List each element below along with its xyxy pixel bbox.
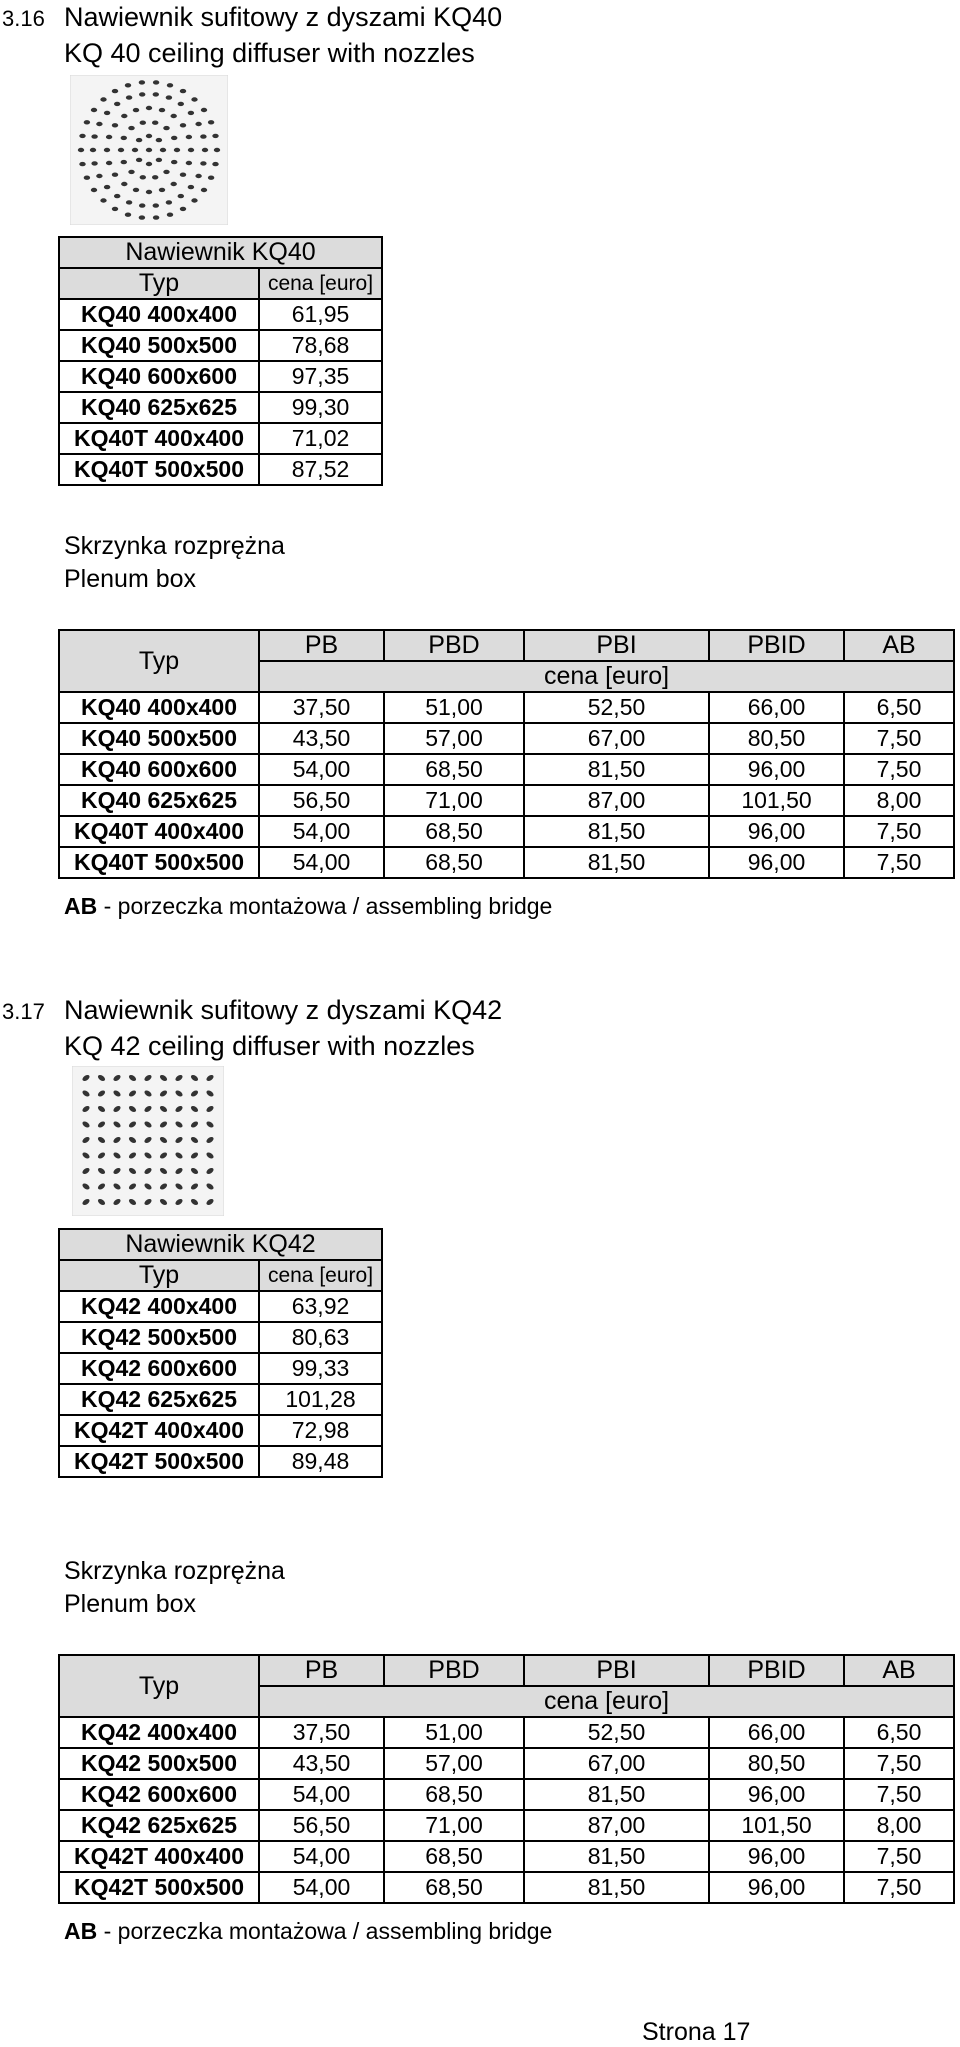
nozzle-hole [139,92,145,96]
nozzle-hole [163,126,169,130]
plenum-price-label: cena [euro] [259,1686,954,1717]
nozzle-hole [171,182,177,186]
value-cell: 81,50 [524,1872,709,1903]
table-row [59,785,954,816]
nozzle-hole [146,148,152,152]
nozzle-hole [79,134,85,138]
type-cell: KQ42 400x400 [59,1291,259,1322]
value-cell: 7,50 [844,1779,954,1810]
type-cell: KQ42 500x500 [59,1322,259,1353]
nozzle-hole [100,198,106,202]
type-cell: KQ40T 400x400 [59,816,259,847]
value-cell: 54,00 [259,1779,384,1810]
nozzle-hole [104,185,110,189]
plenum-col-pbd: PBD [384,630,524,661]
note [64,1918,552,1945]
price-cell: 63,92 [259,1291,382,1322]
plenum-col-type: Typ [59,630,259,692]
nozzle-hole [121,182,127,186]
nozzle-hole [106,161,112,165]
table-row [59,1779,954,1810]
table-row [59,1446,382,1477]
nozzle-hole [186,135,192,139]
nozzle-hole [84,176,90,180]
nozzle-hole [178,194,184,198]
value-cell: 7,50 [844,816,954,847]
nozzle-hole [201,188,207,192]
value-cell: 96,00 [709,754,844,785]
type-cell: KQ40 625x625 [59,392,259,423]
table-row [59,754,954,785]
plenum-heading-en: Plenum box [64,565,197,593]
table-row [59,1872,954,1903]
section-title-en: KQ 42 ceiling diffuser with nozzles [64,1031,475,1061]
nozzle-hole [167,83,173,87]
table-row [59,723,954,754]
table-row [59,1415,382,1446]
value-cell: 8,00 [844,1810,954,1841]
nozzle-hole [153,92,159,96]
table-row [59,1291,382,1322]
value-cell: 68,50 [384,816,524,847]
value-cell: 7,50 [844,754,954,785]
table-row [59,454,382,485]
nozzle-hole [133,108,139,112]
type-cell: KQ40 600x600 [59,754,259,785]
value-cell: 43,50 [259,723,384,754]
section-title-pl: Nawiewnik sufitowy z dyszami KQ42 [64,995,503,1025]
nozzle-hole [208,120,214,124]
nozzle-hole [136,158,142,162]
nozzle-hole [114,194,120,198]
nozzle-hole [212,134,218,138]
plenum-table [58,629,955,879]
value-cell: 71,00 [384,785,524,816]
value-cell: 96,00 [709,1841,844,1872]
nozzle-hole [171,136,177,140]
price-cell: 101,28 [259,1384,382,1415]
price-table [58,1228,383,1478]
table-row [59,423,382,454]
table-row [59,361,382,392]
note-text: - porzeczka montażowa / assembling bridge [97,893,553,919]
plenum-price-label: cena [euro] [259,661,954,692]
price-cell: 99,33 [259,1353,382,1384]
nozzle-hole [126,200,132,204]
type-cell: KQ42T 500x500 [59,1872,259,1903]
nozzle-hole [91,108,97,112]
nozzle-hole [100,97,106,101]
price-table-col-type: Typ [59,268,259,299]
nozzle-hole [118,148,124,152]
nozzle-hole [153,215,159,219]
price-cell: 97,35 [259,361,382,392]
type-cell: KQ42 500x500 [59,1748,259,1779]
nozzle-hole [146,134,152,138]
nozzle-hole [166,95,172,99]
type-cell: KQ42T 400x400 [59,1415,259,1446]
type-cell: KQ42T 500x500 [59,1446,259,1477]
table-row [59,1353,382,1384]
plenum-col-pb: PB [259,1655,384,1686]
type-cell: KQ42 625x625 [59,1384,259,1415]
value-cell: 54,00 [259,847,384,878]
round-nozzle-diffuser-photo [70,75,228,225]
nozzle-hole [128,170,134,174]
nozzle-hole [159,188,165,192]
value-cell: 7,50 [844,1872,954,1903]
nozzle-hole [132,148,138,152]
value-cell: 81,50 [524,754,709,785]
nozzle-hole [91,134,97,138]
type-cell: KQ40 400x400 [59,692,259,723]
nozzle-hole [156,138,162,142]
nozzle-hole [126,95,132,99]
nozzle-hole [84,120,90,124]
value-cell: 66,00 [709,1717,844,1748]
value-cell: 51,00 [384,1717,524,1748]
value-cell: 7,50 [844,1748,954,1779]
value-cell: 67,00 [524,1748,709,1779]
plenum-col-type: Typ [59,1655,259,1717]
value-cell: 81,50 [524,816,709,847]
value-cell: 37,50 [259,692,384,723]
nozzle-hole [152,121,158,125]
nozzle-hole [180,207,186,211]
plenum-rows [59,1717,954,1903]
type-cell: KQ40T 500x500 [59,847,259,878]
nozzle-hole [195,174,201,178]
nozzle-hole [139,203,145,207]
table-row [59,392,382,423]
section-number: 3.16 [2,6,45,31]
value-cell: 68,50 [384,1872,524,1903]
nozzle-hole [153,80,159,84]
nozzle-hole [121,160,127,164]
note-abbr: AB [64,893,98,919]
nozzle-hole [139,215,145,219]
nozzle-hole [139,80,145,84]
price-table-col-price: cena [euro] [259,1260,382,1291]
plenum-heading-pl: Skrzynka rozprężna [64,1557,285,1585]
nozzle-hole [96,122,102,126]
value-cell: 80,50 [709,723,844,754]
type-cell: KQ42T 400x400 [59,1841,259,1872]
price-table-col-price: cena [euro] [259,268,382,299]
value-cell: 54,00 [259,1841,384,1872]
type-cell: KQ42 625x625 [59,1810,259,1841]
note-abbr: AB [64,1918,98,1944]
table-row [59,692,954,723]
plenum-col-pbd: PBD [384,1655,524,1686]
nozzle-hole [200,161,206,165]
value-cell: 67,00 [524,723,709,754]
nozzle-hole [178,102,184,106]
table-row [59,1841,954,1872]
nozzle-hole [90,148,96,152]
nozzle-hole [125,213,131,217]
value-cell: 71,00 [384,1810,524,1841]
nozzle-hole [146,106,152,110]
plenum-heading-pl: Skrzynka rozprężna [64,532,285,560]
nozzle-hole [188,185,194,189]
nozzle-hole [191,97,197,101]
value-cell: 6,50 [844,1717,954,1748]
value-cell: 81,50 [524,1779,709,1810]
nozzle-hole [174,148,180,152]
price-table [58,236,383,486]
nozzle-hole [166,200,172,204]
section-title [2,993,502,1029]
nozzle-hole [106,135,112,139]
value-cell: 56,50 [259,785,384,816]
table-row [59,299,382,330]
nozzle-hole [133,188,139,192]
nozzle-hole [208,176,214,180]
table-row [59,1748,954,1779]
value-cell: 81,50 [524,1841,709,1872]
price-cell: 80,63 [259,1322,382,1353]
plenum-col-pbid: PBID [709,1655,844,1686]
price-cell: 61,95 [259,299,382,330]
nozzle-hole [91,188,97,192]
value-cell: 57,00 [384,723,524,754]
value-cell: 96,00 [709,847,844,878]
section-number: 3.17 [2,999,45,1024]
value-cell: 52,50 [524,1717,709,1748]
section-title-en: KQ 40 ceiling diffuser with nozzles [64,38,475,68]
nozzle-hole [104,111,110,115]
value-cell: 6,50 [844,692,954,723]
nozzle-hole [146,162,152,166]
plenum-col-ab: AB [844,630,954,661]
value-cell: 7,50 [844,723,954,754]
price-cell: 87,52 [259,454,382,485]
nozzle-hole [112,123,118,127]
value-cell: 87,00 [524,1810,709,1841]
nozzle-hole [191,198,197,202]
nozzle-hole [200,134,206,138]
nozzle-hole [171,114,177,118]
nozzle-hole [114,102,120,106]
value-cell: 54,00 [259,754,384,785]
value-cell: 96,00 [709,1872,844,1903]
section-title [2,0,502,36]
note [64,893,552,920]
value-cell: 37,50 [259,1717,384,1748]
value-cell: 54,00 [259,816,384,847]
nozzle-hole [79,162,85,166]
nozzle-hole [202,148,208,152]
value-cell: 8,00 [844,785,954,816]
value-cell: 81,50 [524,847,709,878]
nozzle-hole [91,161,97,165]
value-cell: 101,50 [709,1810,844,1841]
type-cell: KQ40T 500x500 [59,454,259,485]
price-cell: 78,68 [259,330,382,361]
nozzle-hole [180,173,186,177]
value-cell: 52,50 [524,692,709,723]
value-cell: 43,50 [259,1748,384,1779]
nozzle-hole [140,175,146,179]
plenum-col-pbi: PBI [524,1655,709,1686]
value-cell: 56,50 [259,1810,384,1841]
nozzle-hole [136,138,142,142]
type-cell: KQ40 600x600 [59,361,259,392]
value-cell: 80,50 [709,1748,844,1779]
nozzle-hole [104,148,110,152]
nozzle-hole [180,123,186,127]
value-cell: 66,00 [709,692,844,723]
price-table-title: Nawiewnik KQ40 [59,237,382,268]
plenum-col-pb: PB [259,630,384,661]
nozzle-hole [121,136,127,140]
value-cell: 96,00 [709,1779,844,1810]
value-cell: 57,00 [384,1748,524,1779]
page-footer: Strona 17 [642,2018,751,2046]
table-row [59,847,954,878]
nozzle-hole [140,121,146,125]
nozzle-hole [112,207,118,211]
plenum-table [58,1654,955,1904]
value-cell: 54,00 [259,1872,384,1903]
plenum-col-ab: AB [844,1655,954,1686]
nozzle-hole [195,122,201,126]
nozzle-hole [128,126,134,130]
type-cell: KQ42 600x600 [59,1353,259,1384]
price-cell: 72,98 [259,1415,382,1446]
price-cell: 89,48 [259,1446,382,1477]
value-cell: 68,50 [384,847,524,878]
nozzle-hole [163,170,169,174]
type-cell: KQ40 400x400 [59,299,259,330]
nozzle-hole [153,203,159,207]
value-cell: 7,50 [844,847,954,878]
nozzle-hole [78,148,84,152]
value-cell: 68,50 [384,1841,524,1872]
nozzle-hole [121,114,127,118]
value-cell: 68,50 [384,754,524,785]
nozzle-hole [96,174,102,178]
value-cell: 87,00 [524,785,709,816]
nozzle-hole [146,190,152,194]
nozzle-hole [201,108,207,112]
type-cell: KQ40 500x500 [59,723,259,754]
table-row [59,1810,954,1841]
value-cell: 101,50 [709,785,844,816]
price-cell: 71,02 [259,423,382,454]
nozzle-hole [112,89,118,93]
nozzle-hole [214,148,220,152]
note-text: - porzeczka montażowa / assembling bridge [97,1918,553,1944]
nozzle-hole [112,173,118,177]
value-cell: 7,50 [844,1841,954,1872]
value-cell: 51,00 [384,692,524,723]
table-row [59,1322,382,1353]
nozzle-hole [152,175,158,179]
section-title-pl: Nawiewnik sufitowy z dyszami KQ40 [64,2,503,32]
plenum-rows [59,692,954,878]
plenum-col-pbid: PBID [709,630,844,661]
nozzle-hole [171,160,177,164]
grid-nozzle-diffuser-photo [72,1066,224,1216]
table-row [59,1717,954,1748]
nozzle-hole [212,162,218,166]
nozzle-hole [156,158,162,162]
price-table-title: Nawiewnik KQ42 [59,1229,382,1260]
type-cell: KQ42 600x600 [59,1779,259,1810]
nozzle-hole [125,83,131,87]
type-cell: KQ40 625x625 [59,785,259,816]
value-cell: 68,50 [384,1779,524,1810]
plenum-heading-en: Plenum box [64,1590,197,1618]
nozzle-hole [188,148,194,152]
nozzle-hole [186,161,192,165]
type-cell: KQ40 500x500 [59,330,259,361]
price-cell: 99,30 [259,392,382,423]
nozzle-hole [160,148,166,152]
table-row [59,816,954,847]
type-cell: KQ40T 400x400 [59,423,259,454]
nozzle-hole [167,213,173,217]
nozzle-hole [159,108,165,112]
plenum-col-pbi: PBI [524,630,709,661]
nozzle-hole [188,111,194,115]
table-row [59,1384,382,1415]
nozzle-hole [180,89,186,93]
value-cell: 96,00 [709,816,844,847]
price-table-col-type: Typ [59,1260,259,1291]
type-cell: KQ42 400x400 [59,1717,259,1748]
table-row [59,330,382,361]
